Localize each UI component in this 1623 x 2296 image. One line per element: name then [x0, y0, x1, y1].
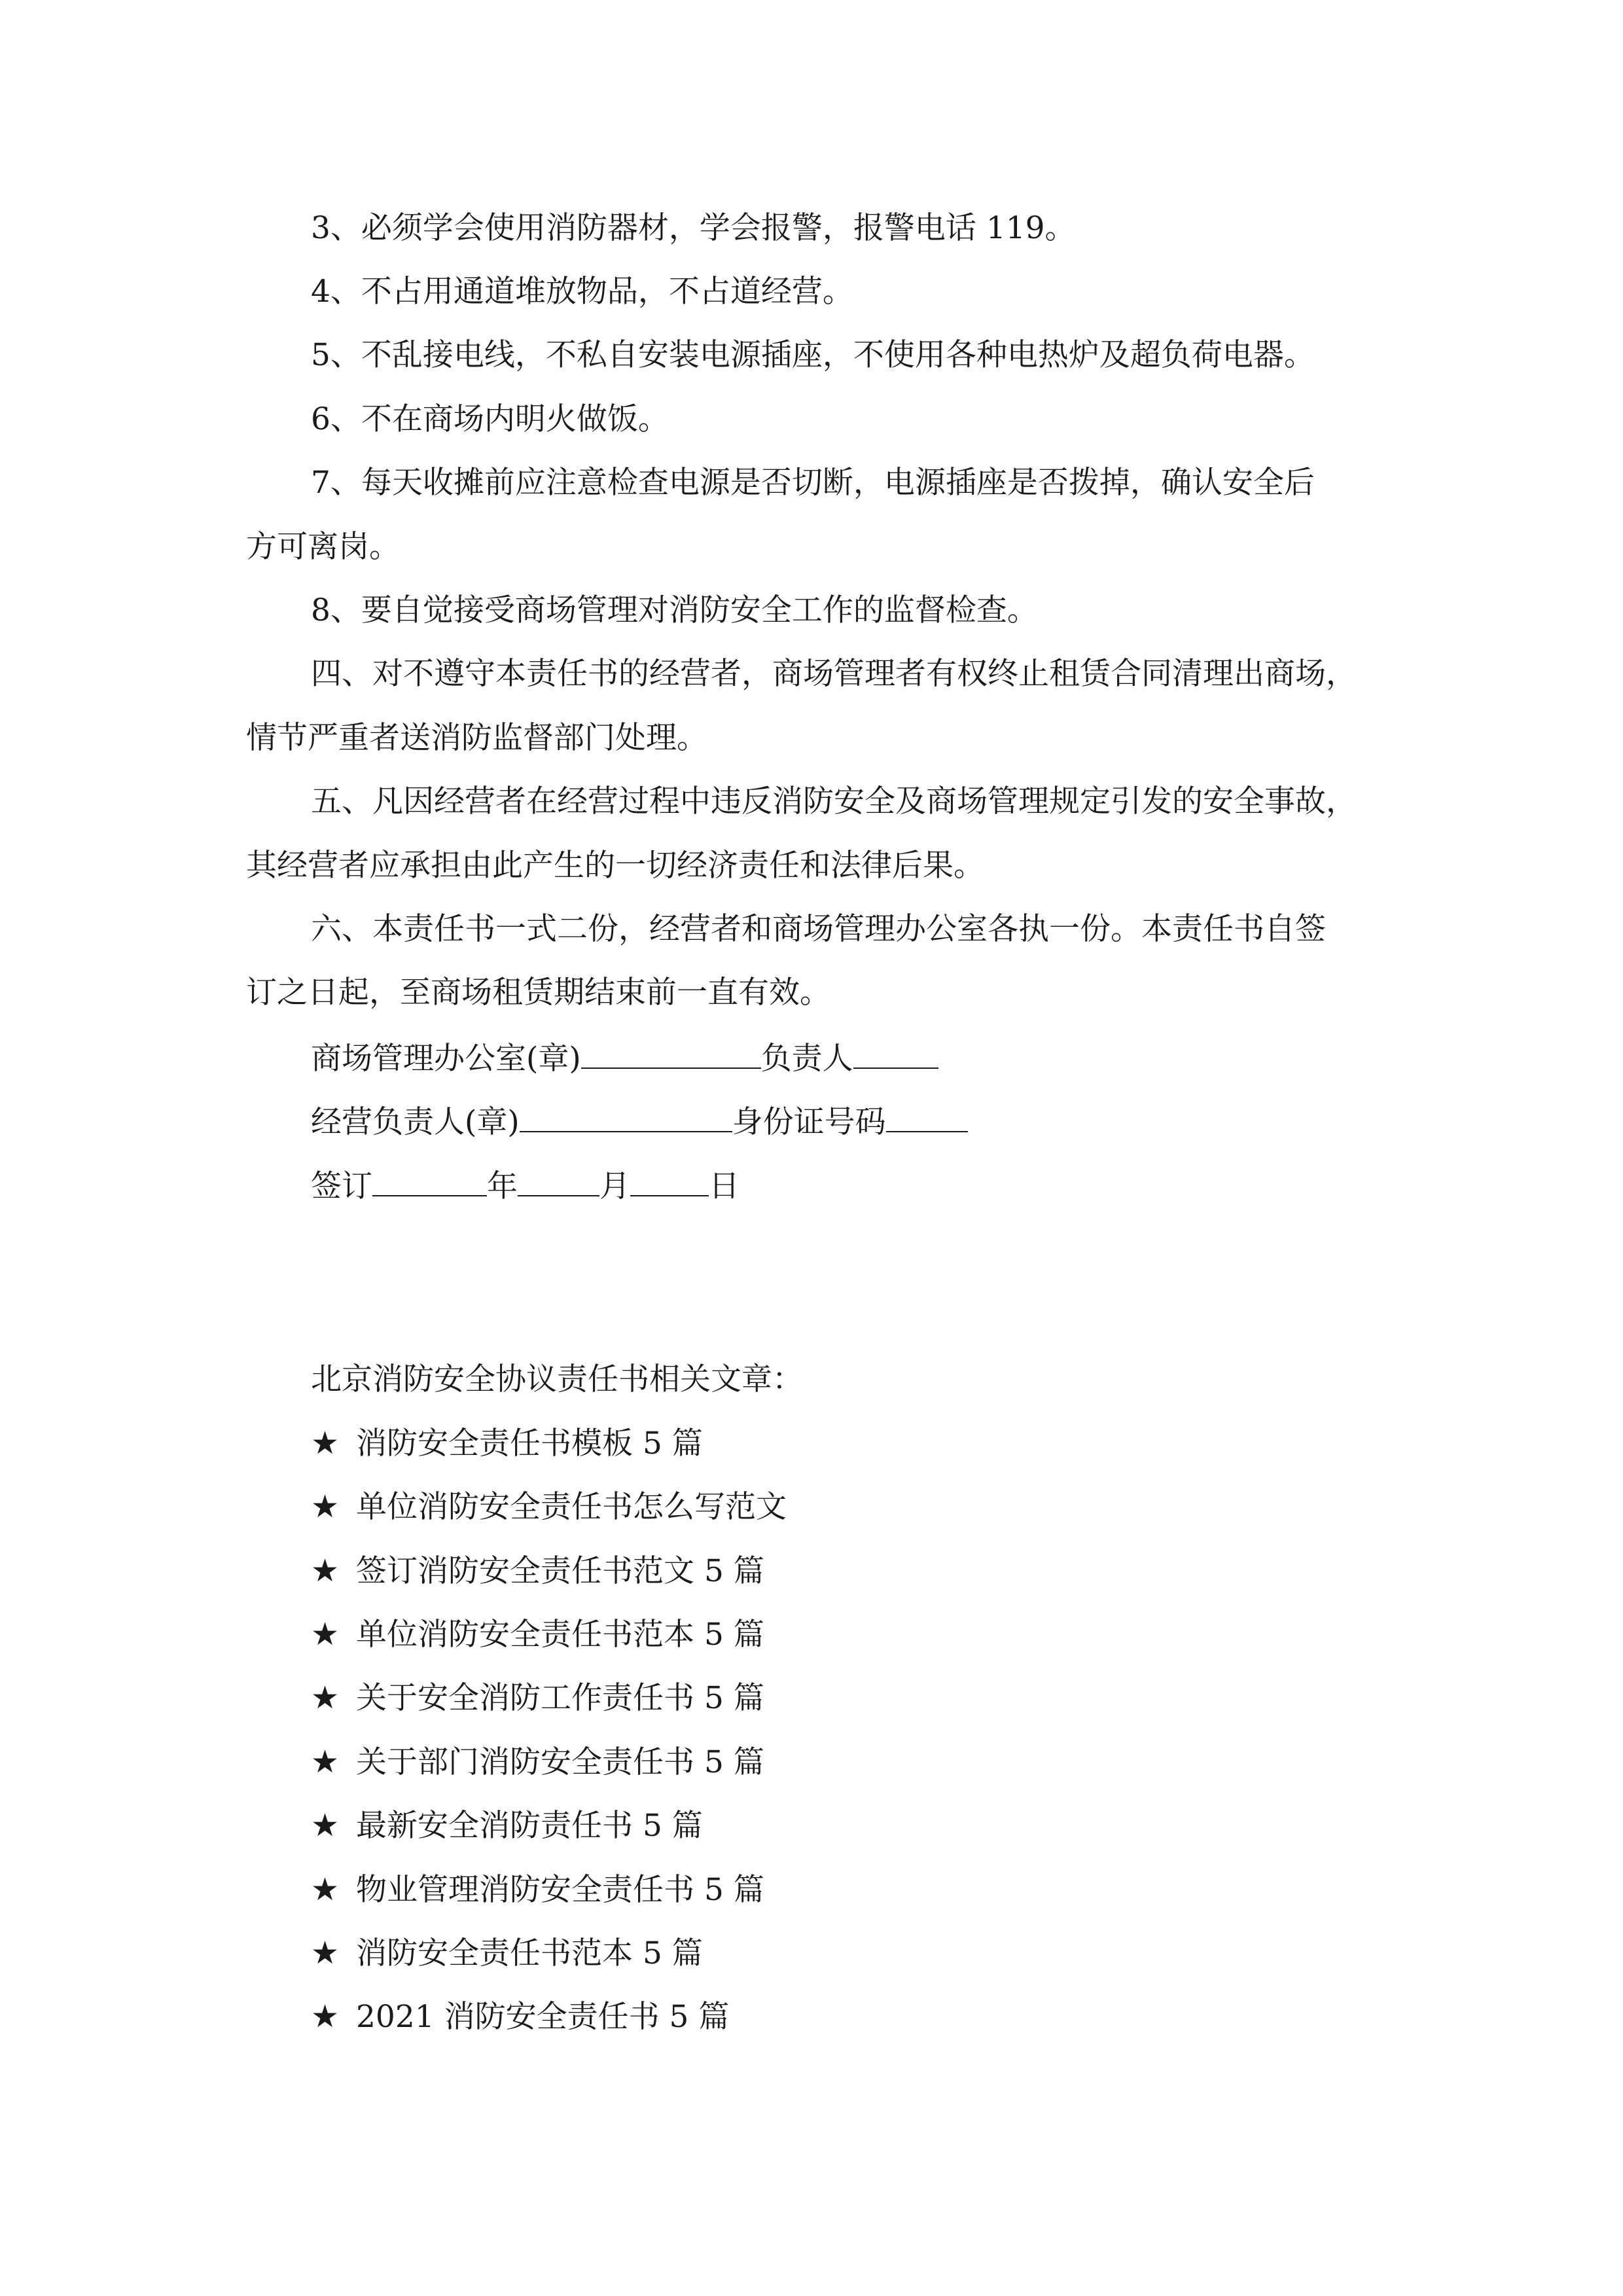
clause-6: 六、本责任书一式二份，经营者和商场管理办公室各执一份。本责任书自签	[311, 911, 1326, 947]
id-number-blank[interactable]	[886, 1101, 968, 1132]
related-item-label[interactable]: 最新安全消防责任书 5 篇	[356, 1808, 703, 1844]
rule-7: 7、每天收摊前应注意检查电源是否切断，电源插座是否拨掉，确认安全后	[311, 465, 1315, 501]
star-icon: ★	[311, 1425, 340, 1462]
id-number-label: 身份证号码	[732, 1104, 886, 1140]
related-item[interactable]	[0, 1551, 1623, 1591]
operator-signature-line	[0, 1101, 1623, 1142]
operator-seal-blank[interactable]	[520, 1101, 732, 1132]
star-icon: ★	[311, 1552, 340, 1589]
related-item-label[interactable]: 关于部门消防安全责任书 5 篇	[356, 1744, 764, 1780]
clause-5-cont: 其经营者应承担由此产生的一切经济责任和法律后果。	[246, 848, 984, 884]
related-item[interactable]	[0, 1997, 1623, 2037]
clause-6-cont: 订之日起，至商场租赁期结束前一直有效。	[246, 975, 830, 1011]
day-blank[interactable]	[630, 1165, 709, 1196]
star-icon: ★	[311, 1488, 340, 1525]
star-icon: ★	[311, 1998, 340, 2035]
related-item-label[interactable]: 2021 消防安全责任书 5 篇	[356, 1999, 730, 2035]
clause-5: 五、凡因经营者在经营过程中违反消防安全及商场管理规定引发的安全事故，	[311, 783, 1357, 819]
star-icon: ★	[311, 1871, 340, 1908]
month-label: 月	[599, 1168, 630, 1204]
related-item-label[interactable]: 签订消防安全责任书范文 5 篇	[356, 1553, 764, 1589]
rule-6: 6、不在商场内明火做饭。	[311, 401, 669, 437]
clause-4: 四、对不遵守本责任书的经营者，商场管理者有权终止租赁合同清理出商场，	[311, 656, 1357, 692]
related-item[interactable]	[0, 1933, 1623, 1973]
year-blank[interactable]	[372, 1165, 487, 1196]
clause-4-cont: 情节严重者送消防监督部门处理。	[246, 720, 707, 756]
star-icon: ★	[311, 1744, 340, 1780]
operator-label: 经营负责人(章)	[311, 1104, 520, 1140]
related-item[interactable]	[0, 1870, 1623, 1910]
office-person-label: 负责人	[760, 1041, 853, 1077]
related-item-label[interactable]: 单位消防安全责任书怎么写范文	[356, 1489, 787, 1525]
sign-label: 签订	[311, 1168, 372, 1204]
star-icon: ★	[311, 1807, 340, 1844]
rule-5: 5、不乱接电线，不私自安装电源插座，不使用各种电热炉及超负荷电器。	[311, 337, 1315, 373]
star-icon: ★	[311, 1935, 340, 1971]
related-item-label[interactable]: 物业管理消防安全责任书 5 篇	[356, 1872, 764, 1908]
day-label: 日	[709, 1168, 740, 1204]
year-label: 年	[487, 1168, 518, 1204]
related-item[interactable]	[0, 1742, 1623, 1782]
related-item-label[interactable]: 消防安全责任书范本 5 篇	[356, 1935, 703, 1971]
related-item-label[interactable]: 关于安全消防工作责任书 5 篇	[356, 1680, 764, 1716]
office-signature-line	[0, 1037, 1623, 1079]
office-seal-blank[interactable]	[581, 1037, 761, 1069]
rule-3: 3、必须学会使用消防器材，学会报警，报警电话 119。	[311, 210, 1076, 246]
related-item[interactable]	[0, 1424, 1623, 1463]
related-item[interactable]	[0, 1487, 1623, 1527]
rule-4: 4、不占用通道堆放物品，不占道经营。	[311, 274, 853, 310]
rule-8: 8、要自觉接受商场管理对消防安全工作的监督检查。	[311, 592, 1038, 628]
related-heading: 北京消防安全协议责任书相关文章：	[311, 1361, 803, 1397]
month-blank[interactable]	[518, 1165, 599, 1196]
rule-7-cont: 方可离岗。	[246, 529, 400, 565]
star-icon: ★	[311, 1679, 340, 1716]
office-label: 商场管理办公室(章)	[311, 1041, 581, 1077]
office-person-blank[interactable]	[853, 1037, 938, 1069]
related-item[interactable]	[0, 1678, 1623, 1718]
sign-date-line	[0, 1165, 1623, 1206]
related-item[interactable]	[0, 1806, 1623, 1846]
related-item-label[interactable]: 消防安全责任书模板 5 篇	[356, 1426, 703, 1462]
star-icon: ★	[311, 1616, 340, 1653]
related-item[interactable]	[0, 1615, 1623, 1655]
related-item-label[interactable]: 单位消防安全责任书范本 5 篇	[356, 1617, 764, 1653]
